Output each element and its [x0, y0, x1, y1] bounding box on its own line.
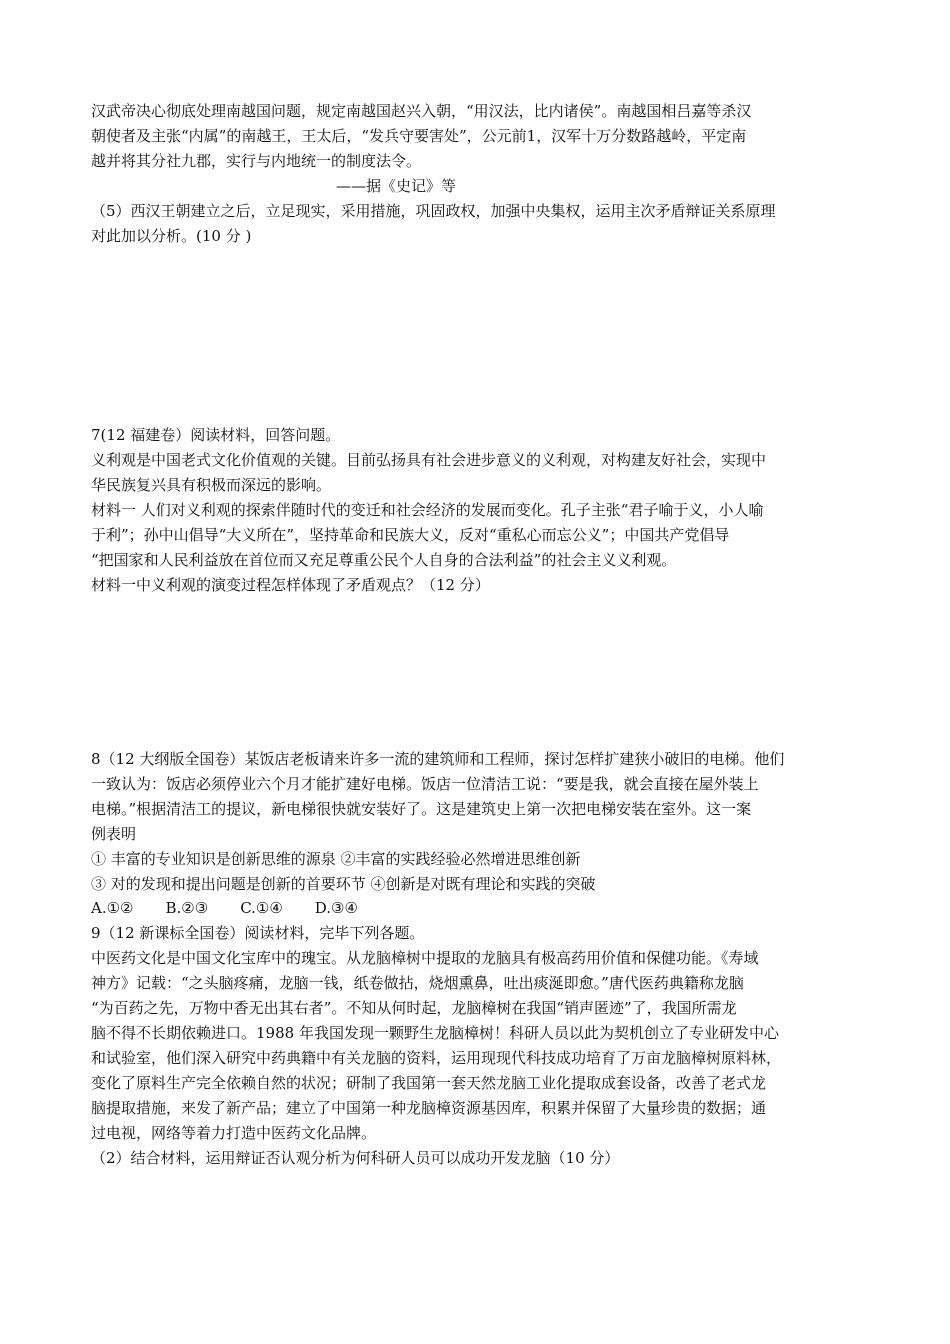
- text-line: 义利观是中国老式文化价值观的关键。目前弘扬具有社会进步意义的义利观，对构建友好社会，实现中: [91, 451, 767, 469]
- option-c: C.①④: [240, 899, 283, 917]
- option-b: B.②③: [165, 899, 209, 917]
- text-line: “把国家和人民利益放在首位而又充足尊重公民个人自身的合法利益”的社会主义义利观。: [91, 551, 677, 569]
- text-line: 材料一 人们对义利观的探索伴随时代的变迁和社会经济的发展而变化。孔子主张“君子喻于义，小人喻: [91, 501, 764, 519]
- text-line: 于利”；孙中山倡导“大义所在”，坚持革命和民族大义，反对“重私心而忘公义”；中国共产党倡导: [91, 526, 730, 544]
- option-a: A.①②: [91, 899, 134, 917]
- text-line: 电梯。”根据清洁工的提议，新电梯很快就安装好了。这是建筑史上第一次把电梯安装在室外。这一案: [91, 800, 752, 818]
- text-line: 越并将其分社九郡，实行与内地统一的制度法令。: [91, 152, 422, 170]
- text-line: 汉武帝决心彻底处理南越国问题，规定南越国赵兴入朝，“用汉法，比内诸侯”。南越国相吕嘉等杀汉: [91, 102, 752, 120]
- question-header: 7(12 福建卷）阅读材料，回答问题。: [91, 426, 341, 444]
- text-line: 华民族复兴具有积极而深远的影响。: [91, 476, 332, 494]
- text-line: 一致认为：饭店必须停业六个月才能扩建好电梯。饭店一位清洁工说：“要是我，就会直接在屋外装上: [91, 775, 759, 793]
- answer-options: [91, 896, 390, 920]
- question-header: 9（12 新课标全国卷）阅读材料，完毕下列各题。: [91, 924, 425, 942]
- statement-line: ③ 对的发现和提出问题是创新的首要环节 ④创新是对既有理论和实践的突破: [91, 875, 596, 893]
- text-line: 脑提取措施，来发了新产品；建立了中国第一种龙脑樟资源基因库，积累并保留了大量珍贵的数据；通: [91, 1099, 767, 1117]
- statement-line: ① 丰富的专业知识是创新思维的源泉 ②丰富的实践经验必然增进思维创新: [91, 850, 581, 868]
- text-line: 神方》记载：“之头脑疼痛，龙脑一钱，纸卷做拈，烧烟熏鼻，吐出痰涎即愈。”唐代医药典籍称龙脑: [91, 974, 744, 992]
- text-line: 变化了原料生产完全依赖自然的状况；研制了我国第一套天然龙脑工业化提取成套设备，改善了老式龙: [91, 1074, 767, 1092]
- source-citation: ——据《史记》等: [336, 177, 457, 195]
- text-line: 例表明: [91, 825, 137, 843]
- question-text: （2）结合材料，运用辩证否认观分析为何科研人员可以成功开发龙脑（10 分）: [91, 1149, 620, 1167]
- text-line: 脑不得不长期依赖进口。1988 年我国发现一颗野生龙脑樟树！科研人员以此为契机创立了专业研发中心: [91, 1024, 779, 1042]
- option-d: D.③④: [314, 899, 358, 917]
- text-line: 中医药文化是中国文化宝库中的瑰宝。从龙脑樟树中提取的龙脑具有极高药用价值和保健功能。《寿域: [91, 949, 759, 967]
- text-line: 朝使者及主张“内属”的南越王，王太后，“发兵守要害处”，公元前1，汉军十万分数路越岭，平定南: [91, 127, 747, 145]
- question-header: 8（12 大纲版全国卷）某饭店老板请来许多一流的建筑师和工程师，探讨怎样扩建狭小破旧的电梯。他们: [91, 750, 785, 768]
- question-text: 材料一中义利观的演变过程怎样体现了矛盾观点？（12 分）: [91, 576, 490, 594]
- text-line: “为百药之先，万物中香无出其右者”。不知从何时起，龙脑樟树在我国“销声匿迹”了，我国所需龙: [91, 999, 737, 1017]
- question-text: 对此加以分析。(10 分 ): [91, 227, 252, 245]
- text-line: 和试验室，他们深入研究中药典籍中有关龙脑的资料，运用现现代科技成功培育了万亩龙脑樟树原料林，: [91, 1049, 782, 1067]
- question-text: （5）西汉王朝建立之后，立足现实，采用措施，巩固政权，加强中央集权，运用主次矛盾辩证关系原理: [91, 202, 776, 220]
- text-line: 过电视，网络等着力打造中医药文化品牌。: [91, 1124, 377, 1142]
